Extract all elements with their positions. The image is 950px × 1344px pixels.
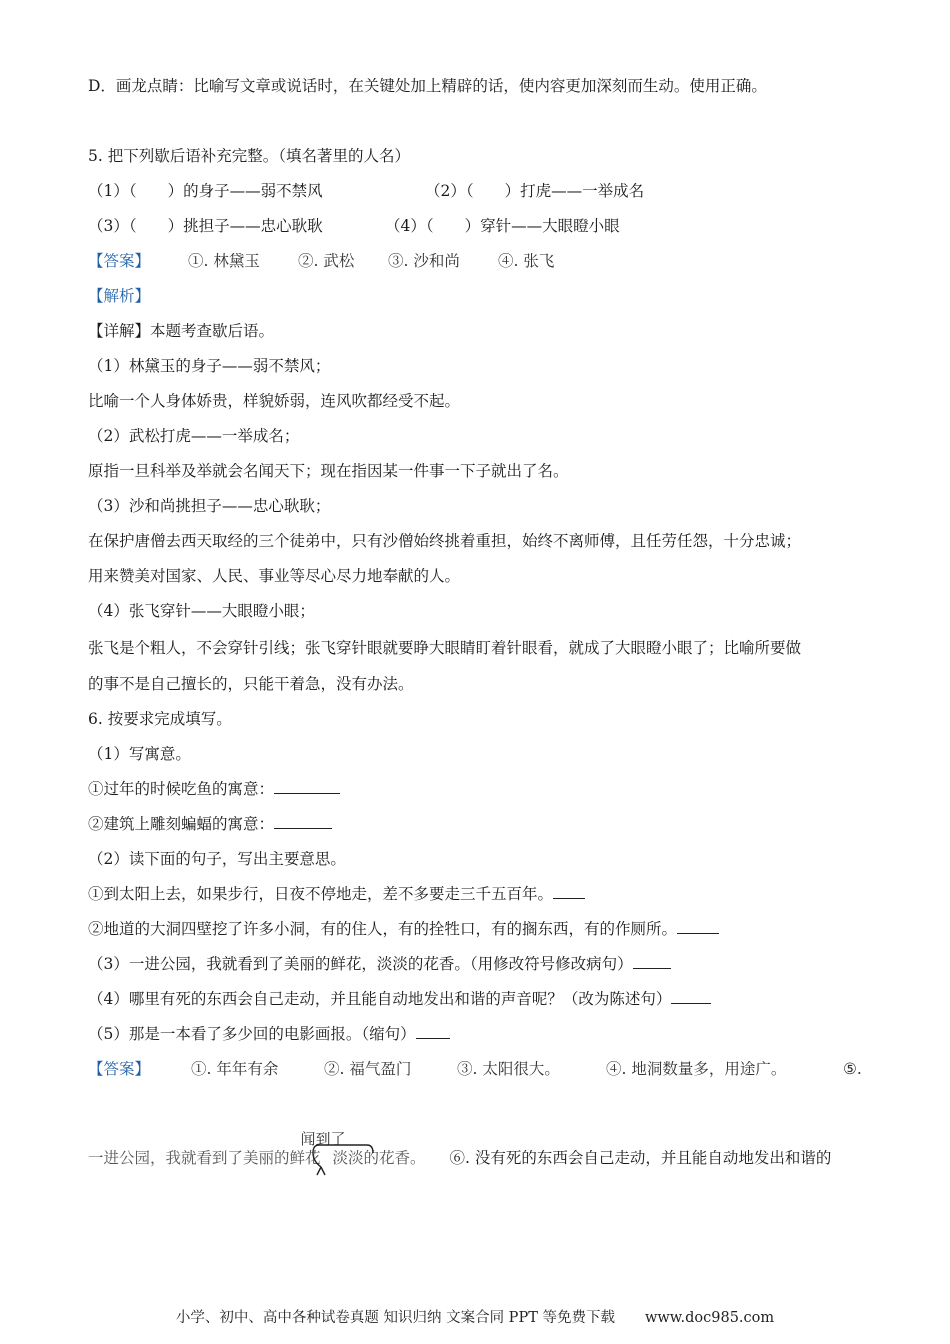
q6-4-blank bbox=[671, 989, 711, 1004]
question-6-part-4 bbox=[88, 989, 910, 1009]
q6-2b-blank bbox=[677, 919, 719, 934]
q5-item-1: （1）（ ）的身子——弱不禁风 bbox=[88, 182, 323, 200]
analysis-2: （2）武松打虎——一举成名； bbox=[88, 427, 300, 445]
q5-answer-1: ①. 林黛玉 bbox=[188, 252, 260, 270]
analysis-tag: 【解析】 bbox=[88, 287, 151, 305]
footer-text: 小学、初中、高中各种试卷真题 知识归纳 文案合同 PPT 等免费下载 bbox=[175, 1310, 615, 1326]
analysis-4-explanation-1: 张飞是个粗人，不会穿针引线；张飞穿针眼就要睁大眼睛盯着针眼看，就成了大眼瞪小眼了；比喻所要做 bbox=[88, 639, 802, 657]
question-6-2a bbox=[88, 884, 910, 904]
question-6-1a bbox=[88, 779, 910, 799]
answer-tag: 【答案】 bbox=[88, 252, 151, 270]
q6-answer-2: ②. 福气盈门 bbox=[324, 1060, 412, 1078]
q5-answer-3: ③. 沙和尚 bbox=[388, 252, 460, 270]
question-6-2b bbox=[88, 919, 910, 939]
footer-url[interactable]: www.doc985.com bbox=[644, 1310, 775, 1326]
q6-2a-text: ①到太阳上去，如果步行，日夜不停地走，差不多要走三千五百年。 bbox=[88, 885, 554, 903]
q6-2a-blank bbox=[553, 884, 585, 899]
q6-4-text: （4）哪里有死的东西会自己走动，并且能自动地发出和谐的声音呢？（改为陈述句） bbox=[88, 990, 672, 1008]
answer-tag-2: 【答案】 bbox=[88, 1060, 151, 1078]
question-6-part-5 bbox=[88, 1024, 910, 1044]
analysis-4-explanation-2: 的事不是自己擅长的，只能干着急，没有办法。 bbox=[88, 675, 414, 693]
question-6-answer bbox=[88, 1059, 910, 1079]
q6-3-text: （3）一进公园，我就看到了美丽的鲜花，淡淡的花香。（用修改符号修改病句） bbox=[88, 955, 633, 973]
insertion-text: 闻到了 bbox=[300, 1130, 346, 1148]
q5-item-3: （3）（ ）挑担子——忠心耿耿 bbox=[88, 217, 323, 235]
question-6-part-2: （2）读下面的句子，写出主要意思。 bbox=[88, 850, 346, 868]
q6-answer-5-label: ⑤. bbox=[843, 1060, 862, 1078]
q6-5-text: （5）那是一本看了多少回的电影画报。（缩句） bbox=[88, 1025, 416, 1043]
analysis-3: （3）沙和尚挑担子——忠心耿耿； bbox=[88, 497, 331, 515]
question-5-title: 5. 把下列歇后语补充完整。（填名著里的人名） bbox=[88, 147, 410, 165]
option-d-text: D．画龙点睛：比喻写文章或说话时，在关键处加上精辟的话，使内容更加深刻而生动。使用正确。 bbox=[88, 77, 767, 95]
q6-1a-blank bbox=[274, 779, 340, 794]
question-5-items-row-1 bbox=[88, 181, 910, 201]
question-6-part-3 bbox=[88, 954, 910, 974]
analysis-4: （4）张飞穿针——大眼瞪小眼； bbox=[88, 602, 315, 620]
q6-2b-text: ②地道的大洞四壁挖了许多小洞，有的住人，有的拴牲口，有的搁东西，有的作厕所。 bbox=[88, 920, 678, 938]
analysis-2-explanation: 原指一旦科举及举就会名闻天下；现在指因某一件事一下子就出了名。 bbox=[88, 462, 569, 480]
q6-5-blank bbox=[416, 1024, 450, 1039]
q6-answer-6: ⑥. 没有死的东西会自己走动，并且能自动地发出和谐的 bbox=[449, 1149, 832, 1167]
analysis-3-explanation-2: 用来赞美对国家、人民、事业等尽心尽力地奉献的人。 bbox=[88, 567, 461, 585]
q5-item-2: （2）（ ）打虎——一举成名 bbox=[425, 182, 645, 200]
question-5-answer bbox=[88, 251, 910, 271]
q6-1a-text: ①过年的时候吃鱼的寓意： bbox=[88, 780, 275, 798]
correction-answer-line bbox=[88, 1130, 910, 1168]
q6-answer-1: ①. 年年有余 bbox=[191, 1060, 279, 1078]
q6-3-blank bbox=[633, 954, 671, 969]
q6-1b-blank bbox=[274, 814, 332, 829]
analysis-3-explanation-1: 在保护唐僧去西天取经的三个徒弟中，只有沙僧始终挑着重担，始终不离师傅，且任劳任怨，十分忠诚； bbox=[88, 532, 802, 550]
q6-1b-text: ②建筑上雕刻蝙蝠的寓意： bbox=[88, 815, 275, 833]
question-6-title: 6. 按要求完成填写。 bbox=[88, 710, 232, 728]
page-footer bbox=[0, 1306, 950, 1327]
analysis-1: （1）林黛玉的身子——弱不禁风； bbox=[88, 357, 331, 375]
correction-after: 淡淡的花香。 bbox=[332, 1149, 426, 1167]
q5-answer-4: ④. 张飞 bbox=[498, 252, 555, 270]
question-5-items-row-2 bbox=[88, 216, 910, 236]
correction-before: 一进公园，我就看到了美丽的鲜花 bbox=[88, 1149, 321, 1167]
q6-answer-3: ③. 太阳很大。 bbox=[457, 1060, 560, 1078]
detail-intro: 【详解】本题考查歇后语。 bbox=[88, 322, 275, 340]
insertion-caret-icon bbox=[311, 1143, 375, 1179]
q5-answer-2: ②. 武松 bbox=[298, 252, 355, 270]
question-6-1b bbox=[88, 814, 910, 834]
question-6-part-1: （1）写寓意。 bbox=[88, 745, 191, 763]
q5-item-4: （4）（ ）穿针——大眼瞪小眼 bbox=[385, 217, 620, 235]
q6-answer-4: ④. 地洞数量多，用途广。 bbox=[606, 1060, 787, 1078]
analysis-1-explanation: 比喻一个人身体娇贵，样貌娇弱，连风吹都经受不起。 bbox=[88, 392, 461, 410]
